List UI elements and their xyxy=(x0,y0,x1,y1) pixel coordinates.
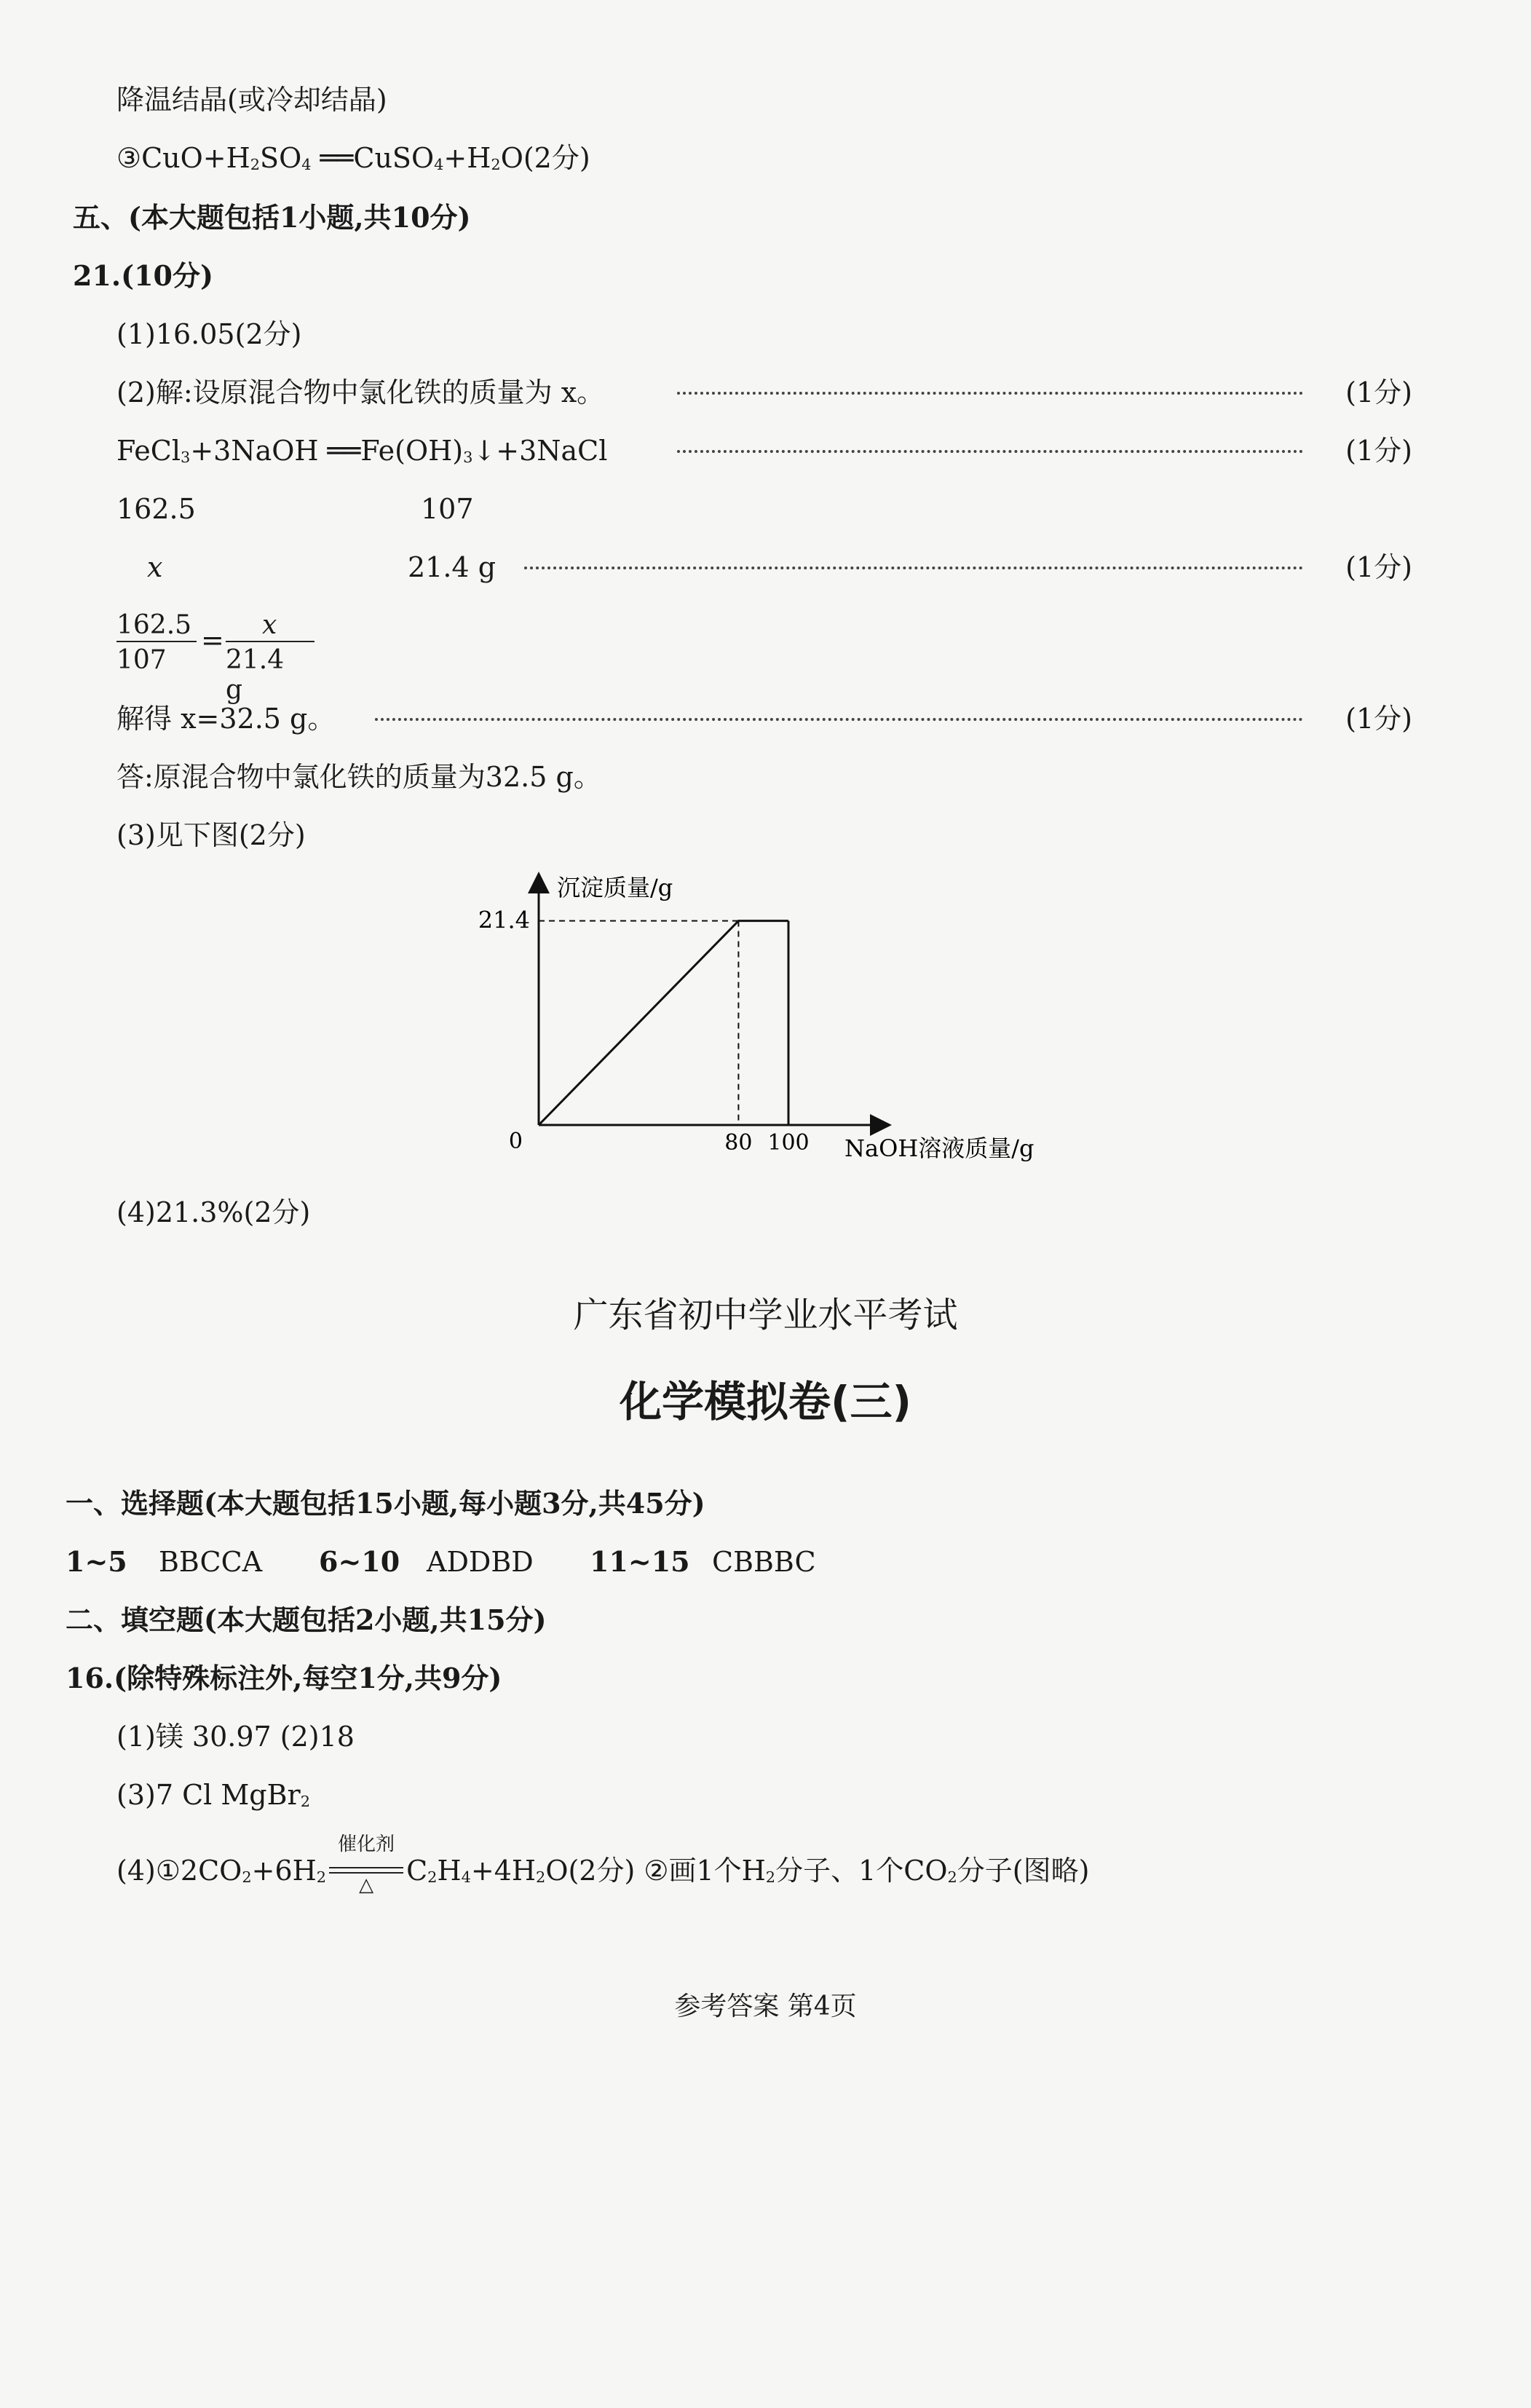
x-tick-label: 100 xyxy=(767,1130,810,1156)
section-heading: 一、选择题(本大题包括15小题,每小题3分,共45分) xyxy=(66,1487,705,1520)
answer-group: CBBBC xyxy=(712,1546,816,1578)
text-line: 答:原混合物中氯化铁的质量为32.5 g。 xyxy=(116,761,601,793)
reaction-condition: 催化剂 △ xyxy=(326,1857,406,1884)
choice-answers xyxy=(66,1545,939,1578)
score-label: (1分) xyxy=(1345,703,1412,735)
text-line: (1)镁 30.97 (2)18 xyxy=(116,1721,355,1753)
x-tick-label: 80 xyxy=(724,1130,753,1156)
page-footer: 参考答案 第4页 xyxy=(674,1991,857,2021)
exam-subtitle: 广东省初中学业水平考试 xyxy=(573,1295,958,1335)
text-line: (1)16.05(2分) xyxy=(116,318,302,350)
y-tick-label: 21.4 xyxy=(478,906,530,934)
range-label: 11~15 xyxy=(590,1545,690,1578)
scored-line: x 21.4 g (1分) xyxy=(147,551,1412,583)
answer-group: ADDBD xyxy=(427,1546,534,1578)
molar-mass: 162.5 xyxy=(116,493,196,525)
score-label: (1分) xyxy=(1345,435,1412,467)
answer-page: 降温结晶(或冷却结晶) $③CuO+H_2SO_4$ $══CuSO_4+H_2O(2$分) 五、(本大题包括1小题,共10分) 21.(10分) (1)16.05(2分) (2)解:设原混合物中氯化铁的质量为 x。 (1分) FeCl$_3$+3NaOH $══Fe(OH)_3↓+3NaCl$ (1分) 162.5 107 x 21.4 g (1分) 162.5 107 = x 21.4 g 解得 x=32.5 g。 (1分) 答:原混合物中氯化铁的质量为32.5 g。 (3)见下图(2分) 沉淀质量/g NaOH溶液质量/g 21.4 0 80 100 (4)21.3%(2分) 广东省初中学业水平考试 化学模拟卷(三) 一、选择题(本大题包括15小题,每小题3分,共45分) 1~5 BBCCA 6~10 ADDBD 11~15 CBBBC 二、填空题(本大题包括2小题,共15分) 16.(除特殊标注外,每空1分,共9分) (1)镁 30.97 (2)18 (3)7 Cl MgBr$_2$ $(4)①2CO_2+6H_2$ 催化剂 △ $C_2H_4+4H_2O(2$分) ②画1个$H_2$分子、1个$CO_2$分子(图略) 参考答案 第4页 xyxy=(0,0,1531,2408)
x-axis-label: NaOH溶液质量/g xyxy=(844,1134,1034,1162)
dot-leader xyxy=(375,718,1303,724)
dot-leader xyxy=(524,567,1303,572)
range-label: 1~5 xyxy=(66,1545,127,1578)
dot-leader xyxy=(677,392,1303,398)
x-tick-label: 0 xyxy=(508,1129,523,1154)
text-line: 降温结晶(或冷却结晶) xyxy=(116,84,387,116)
scored-line: 解得 x=32.5 g。 (1分) xyxy=(116,703,1412,735)
range-label: 6~10 xyxy=(319,1545,400,1578)
molar-mass: 107 xyxy=(421,493,474,525)
scored-line: FeCl$_3$+3NaOH $══Fe(OH)_3↓+3NaCl$ (1分) xyxy=(116,435,1412,467)
y-axis-label: 沉淀质量/g xyxy=(557,874,673,901)
text-line: (4)21.3%(2分) xyxy=(116,1196,311,1228)
scored-line: (2)解:设原混合物中氯化铁的质量为 x。 (1分) xyxy=(116,376,1412,408)
question-number: 21.(10分) xyxy=(73,259,213,292)
series-line xyxy=(539,921,788,1125)
precipitate-chart xyxy=(451,867,1077,1187)
text-line: (3)7 Cl MgBr$_2$ xyxy=(116,1779,311,1811)
question-number: 16.(除特殊标注外,每空1分,共9分) xyxy=(66,1662,502,1694)
text-line: (3)见下图(2分) xyxy=(116,819,306,851)
equals-sign: = xyxy=(201,624,224,656)
score-label: (1分) xyxy=(1345,551,1412,583)
section-heading: 五、(本大题包括1小题,共10分) xyxy=(73,201,471,234)
section-heading: 二、填空题(本大题包括2小题,共15分) xyxy=(66,1603,547,1636)
score-label: (1分) xyxy=(1345,376,1412,408)
dot-leader xyxy=(677,450,1303,456)
answer-group: BBCCA xyxy=(159,1546,263,1578)
equation-line: $③CuO+H_2SO_4$ $══CuSO_4+H_2O(2$分) xyxy=(116,142,590,174)
page-title: 化学模拟卷(三) xyxy=(619,1377,912,1426)
equation-line: $(4)①2CO_2+6H_2$ 催化剂 △ $C_2H_4+4H_2O(2$分) ②画1个$H_2$分子、1个$CO_2$分子(图略) xyxy=(116,1833,1090,1896)
